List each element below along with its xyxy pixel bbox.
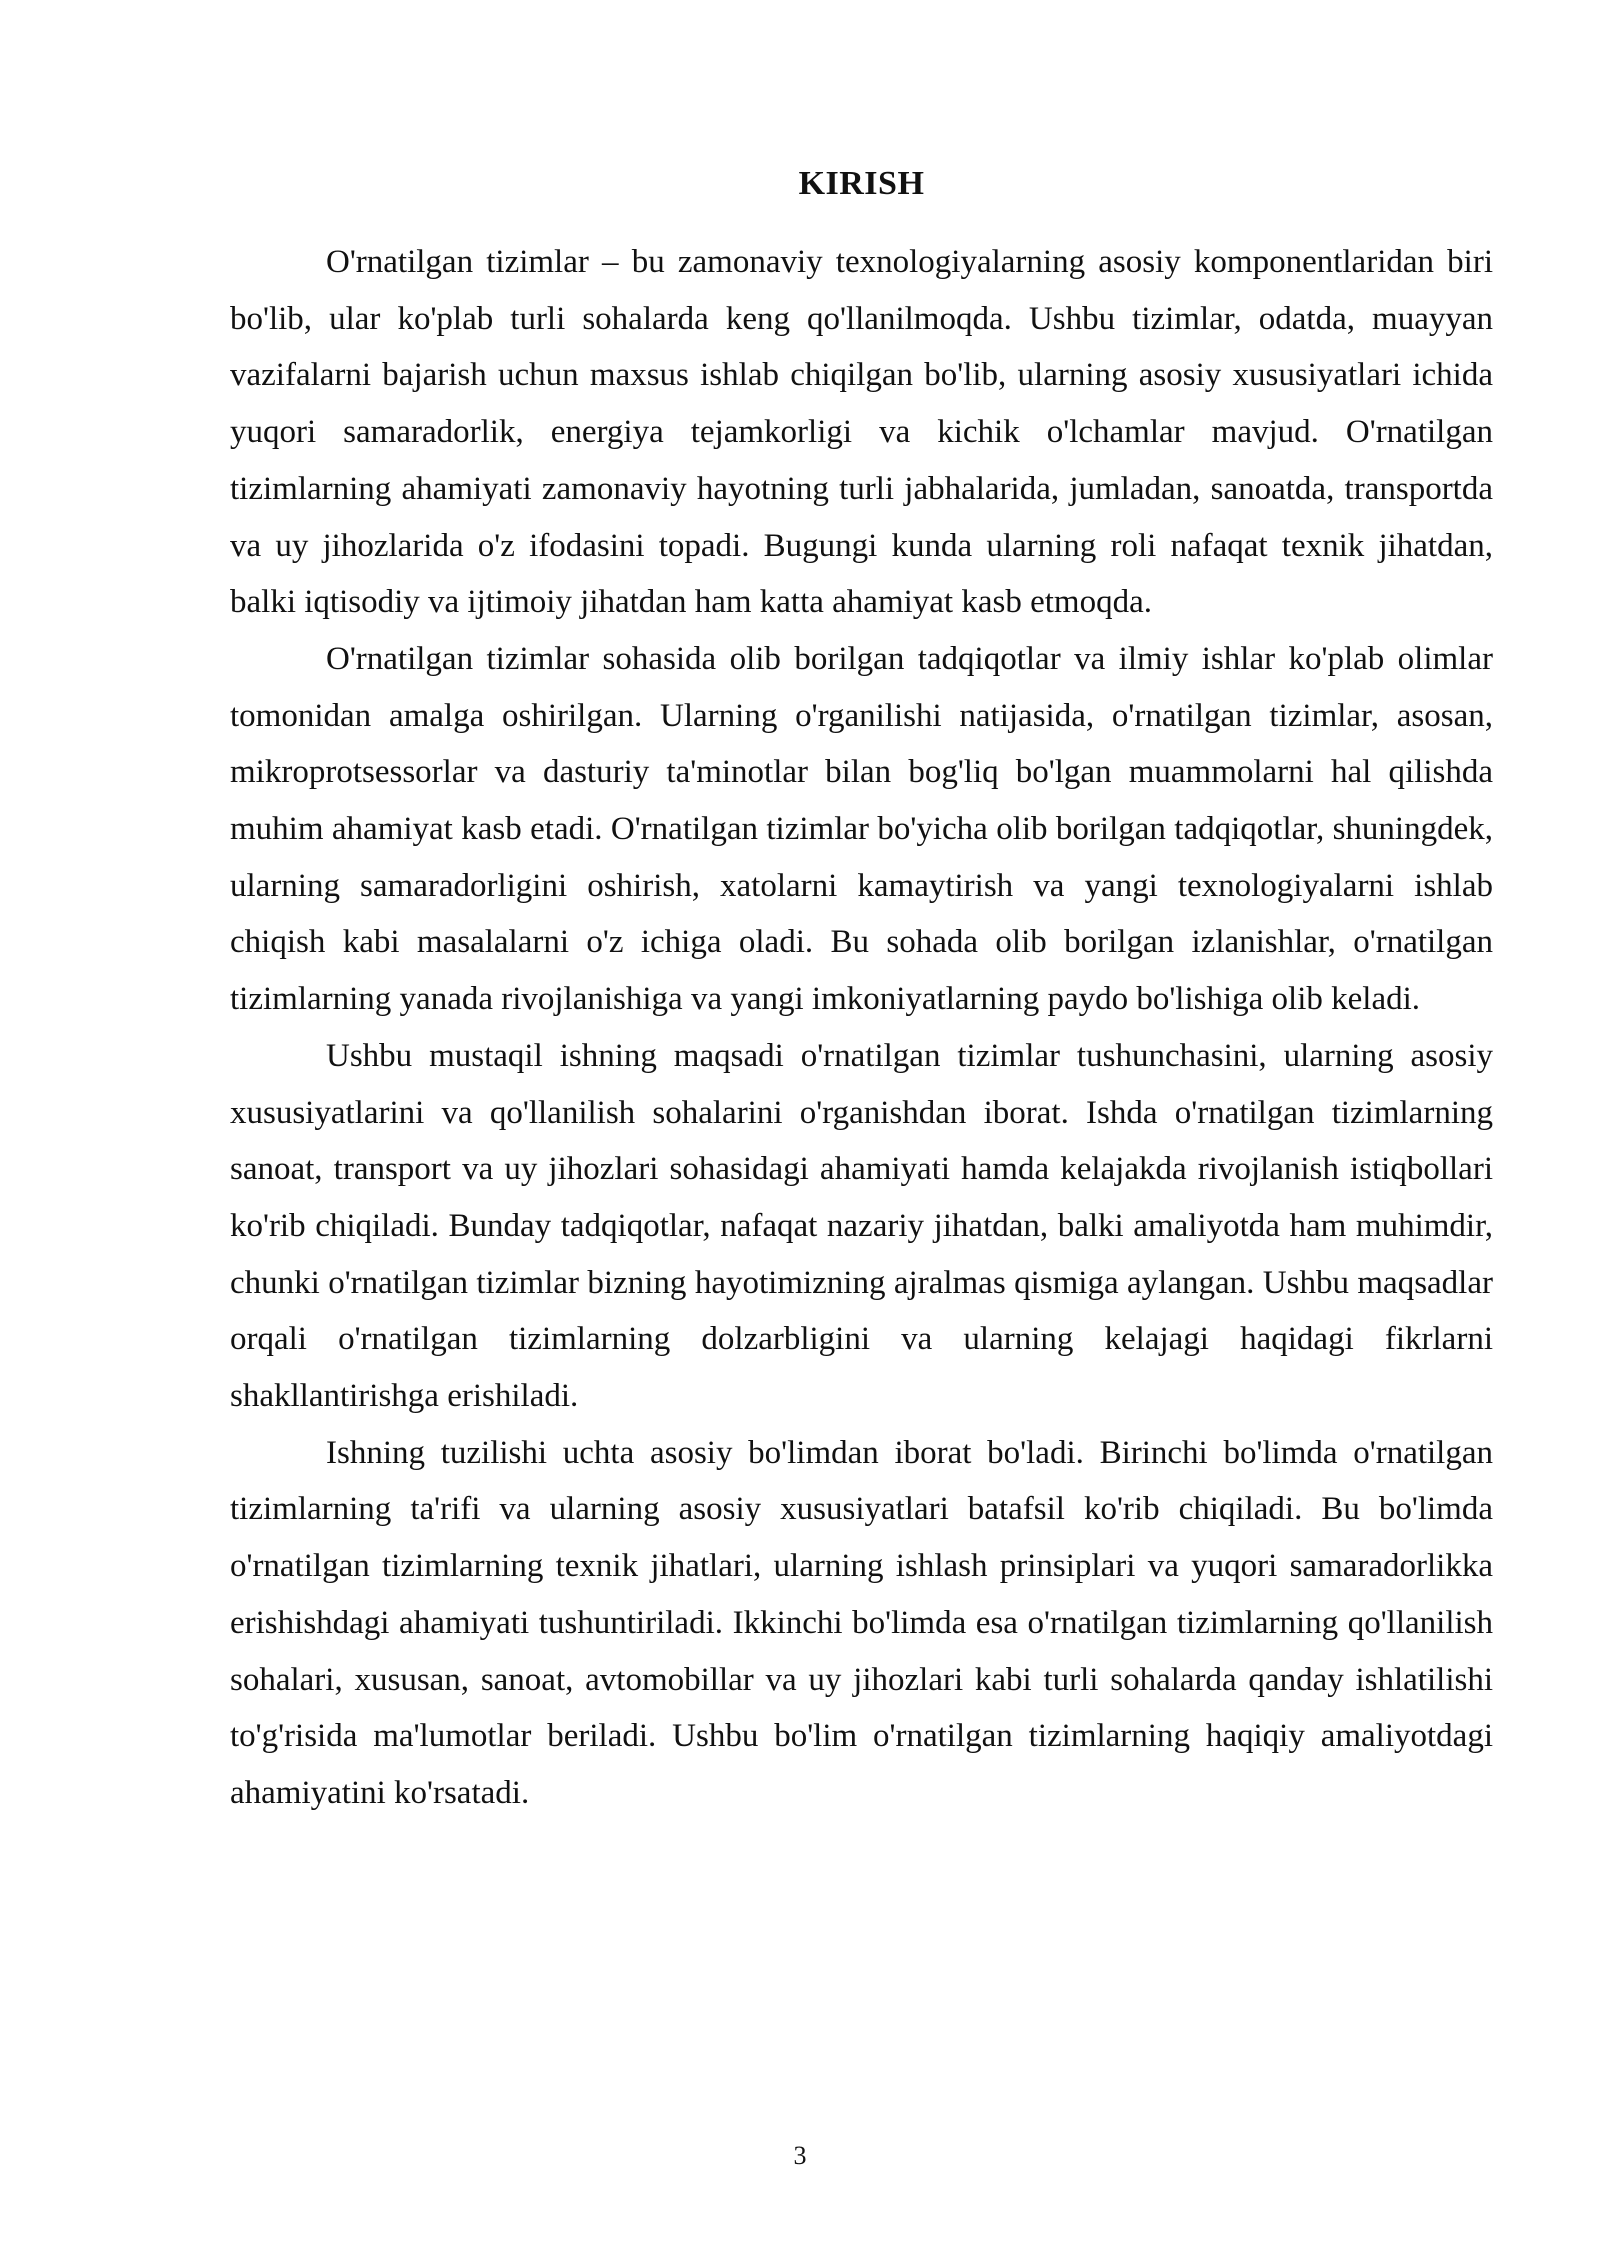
paragraph-2: O'rnatilgan tizimlar sohasida olib borilgan tadqiqotlar va ilmiy ishlar ko'plab olimlar tomonidan amalga oshirilgan. Ularning o'rganilishi natijasida, o'rnatilgan tizimlar, asosan, mikroprotsessorlar va dasturiy ta'minotlar bilan bog'liq bo'lgan muammolarni hal qilishda muhim ahamiyat kasb etadi. O'rnatilgan tizimlar bo'yicha olib borilgan tadqiqotlar, shuningdek, ularning samaradorligini oshirish, xatolarni kamaytirish va yangi texnologiyalarni ishlab chiqish kabi masalalarni o'z ichiga oladi. Bu sohada olib borilgan izlanishlar, o'rnatilgan tizimlarning yanada rivojlanishiga va yangi imkoniyatlarning paydo bo'lishiga olib keladi.	[230, 640, 1493, 1018]
page-number: 3	[793, 2141, 807, 2170]
paragraph-4: Ishning tuzilishi uchta asosiy bo'limdan iborat bo'ladi. Birinchi bo'limda o'rnatilgan tizimlarning ta'rifi va ularning asosiy xususiyatlari batafsil ko'rib chiqiladi. Bu bo'limda o'rnatilgan tizimlarning texnik jihatlari, ularning ishlash prinsiplari va yuqori samaradorlikka erishishdagi ahamiyati tushuntiriladi. Ikkinchi bo'limda esa o'rnatilgan tizimlarning qo'llanilish sohalari, xususan, sanoat, avtomobillar va uy jihozlari kabi turli sohalarda qanday ishlatilishi to'g'risida ma'lumotlar beriladi. Ushbu bo'lim o'rnatilgan tizimlarning haqiqiy amaliyotdagi ahamiyatini ko'rsatadi.	[230, 1434, 1493, 1811]
paragraph-1: O'rnatilgan tizimlar – bu zamonaviy texnologiyalarning asosiy komponentlaridan biri bo'lib, ular ko'plab turli sohalarda keng qo'llanilmoqda. Ushbu tizimlar, odatda, muayyan vazifalarni bajarish uchun maxsus ishlab chiqilgan bo'lib, ularning asosiy xususiyatlari ichida yuqori samaradorlik, energiya tejamkorligi va kichik o'lchamlar mavjud. O'rnatilgan tizimlarning ahamiyati zamonaviy hayotning turli jabhalarida, jumladan, sanoatda, transportda va uy jihozlarida o'z ifodasini topadi. Bugungi kunda ularning roli nafaqat texnik jihatdan, balki iqtisodiy va ijtimoiy jihatdan ham katta ahamiyat kasb etmoqda.	[230, 244, 1493, 621]
paragraph-3: Ushbu mustaqil ishning maqsadi o'rnatilgan tizimlar tushunchasini, ularning asosiy xususiyatlarini va qo'llanilish sohalarini o'rganishdan iborat. Ishda o'rnatilgan tizimlarning sanoat, transport va uy jihozlari sohasidagi ahamiyati hamda kelajakda rivojlanish istiqbollari ko'rib chiqiladi. Bunday tadqiqotlar, nafaqat nazariy jihatdan, balki amaliyotda ham muhimdir, chunki o'rnatilgan tizimlar bizning hayotimizning ajralmas qismiga aylangan. Ushbu maqsadlar orqali o'rnatilgan tizimlarning dolzarbligini va ularning kelajagi haqidagi fikrlarni shakllantirishga erishiladi.	[230, 1037, 1493, 1415]
page-content	[230, 162, 1493, 1822]
page-title: KIRISH	[798, 165, 925, 202]
